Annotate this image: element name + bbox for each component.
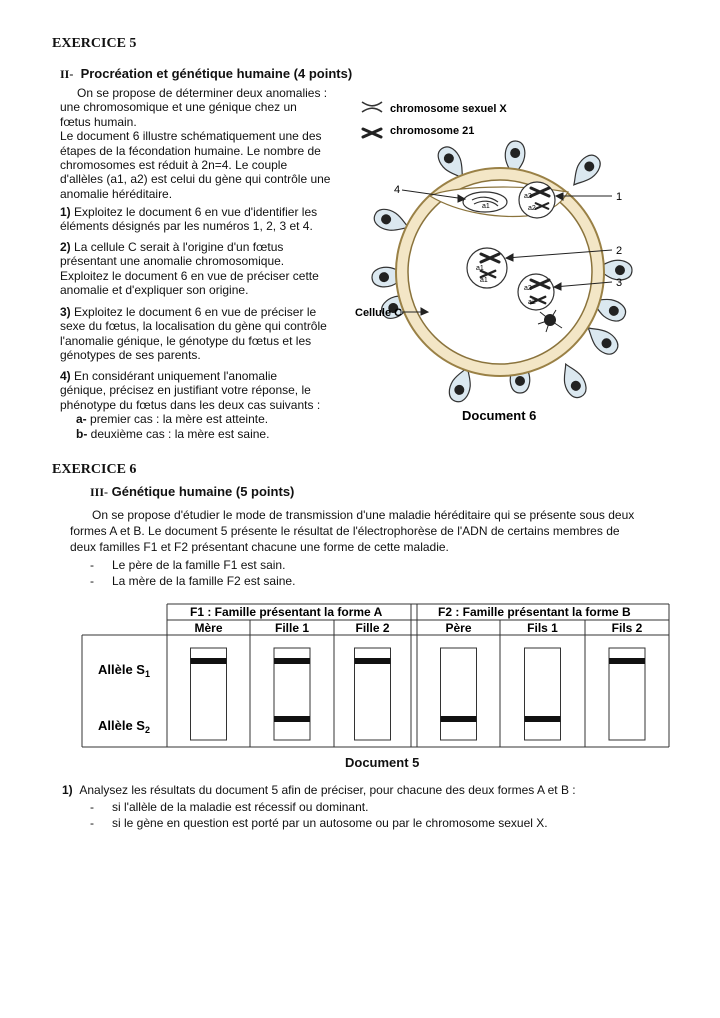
exercise-5-title: EXERCICE 5 [52, 36, 137, 51]
section-number: III- [90, 485, 109, 499]
band-s1 [355, 658, 391, 664]
section-heading: Génétique humaine (5 points) [111, 484, 295, 499]
case-label: a- [76, 412, 87, 427]
legend-x-chromosome [362, 102, 507, 115]
question-number: 2) [60, 240, 71, 254]
band-s2 [274, 716, 310, 722]
bullet-item: - Le père de la famille F1 est sain. [90, 557, 295, 573]
text-line: fœtus humain. [60, 114, 137, 129]
section-number: II- [60, 67, 74, 81]
band-s1 [609, 658, 645, 664]
member-header: Fille 2 [355, 621, 390, 635]
question-number: 1) [62, 783, 73, 797]
label-number-2: 2 [616, 245, 623, 257]
allele-label-a2: a2 [524, 193, 532, 200]
text-line: On se propose d'étudier le mode de transmission d'une maladie héréditaire qui se présente sous deux [92, 508, 635, 522]
text-line: On se propose de déterminer deux anomalies : [77, 86, 328, 100]
bullet-item: - si l'allèle de la maladie est récessif ou dominant. [90, 799, 548, 815]
question-number: 4) [60, 369, 71, 383]
label-number-4: 4 [394, 184, 401, 196]
text-line: En considérant uniquement l'anomalie [74, 369, 278, 383]
ex6-intro [70, 507, 680, 555]
text-line: Exploitez le document 6 en vue d'identifier les [74, 205, 318, 219]
legend-21-label: chromosome 21 [390, 125, 475, 137]
ex6-question-1-bullets [90, 799, 548, 831]
member-header: Fille 1 [274, 621, 310, 635]
bullet-item: - si le gène en question est porté par un autosome ou par le chromosome sexuel X. [90, 815, 548, 831]
text-line: l'anomalie génique, le génotype du fœtus et les [60, 333, 312, 348]
section-2-title [60, 66, 352, 82]
text-line: génotypes de ses parents. [60, 348, 201, 363]
text-line: Le document 6 illustre schématiquement une des [60, 129, 322, 144]
ex6-bullets [90, 557, 295, 589]
text-line: présentant une anomalie chromosomique. [60, 254, 285, 269]
question-number: 1) [60, 205, 71, 219]
legend-x-label: chromosome sexuel X [390, 103, 507, 115]
case-label: b- [76, 426, 88, 441]
gel-lane [441, 648, 477, 740]
sperm-cell [557, 360, 590, 401]
band-s1 [274, 658, 310, 664]
ex5-intro [60, 86, 345, 201]
text-line: formes A et B. Le document 5 présente le résultat de l'électrophorèse de l'ADN de certains membres de [70, 524, 620, 538]
member-header: Fils 2 [611, 621, 643, 635]
text-line: anomalie héréditaire. [60, 186, 173, 201]
legend-21-chromosome [363, 125, 474, 137]
text-line: étapes de la fécondation humaine. Le nombre de [60, 143, 321, 158]
sperm-cell [566, 151, 604, 191]
text-line: premier cas : la mère est atteinte. [90, 412, 269, 427]
allele-label-a2: a2 [528, 205, 536, 212]
cell-c-label: Cellule C [355, 307, 403, 319]
f2-header: F2 : Famille présentant la forme B [438, 605, 631, 619]
document-6-caption: Document 6 [462, 408, 537, 423]
allele-label-a2: a2 [528, 299, 536, 306]
question-number: 3) [60, 305, 71, 319]
text-line: chromosomes est réduit à 2n=4. Le couple [60, 158, 288, 173]
band-s1 [191, 658, 227, 664]
section-heading: Procréation et génétique humaine (4 points) [80, 66, 353, 81]
f1-header: F1 : Famille présentant la forme A [190, 605, 383, 619]
exercise-6-title: EXERCICE 6 [52, 462, 137, 477]
text-line: sexe du fœtus, la localisation du gène qui contrôle [60, 319, 327, 334]
allele-label-a1: a1 [480, 277, 488, 284]
element-4-pronucleus [463, 192, 507, 212]
bullet-item: - La mère de la famille F2 est saine. [90, 573, 295, 589]
text-line: anomalie et d'expliquer son origine. [60, 283, 249, 298]
band-s2 [525, 716, 561, 722]
x-chromosome-icon [362, 102, 382, 112]
text-line: éléments désignés par les numéros 1, 2, 3 et 4. [60, 219, 313, 234]
text-line: Exploitez le document 6 en vue de préciser cette [60, 268, 319, 283]
text-line: Exploitez le document 6 en vue de préciser le [74, 305, 317, 319]
allele-label-a2: a2 [524, 285, 532, 292]
ex5-question-3 [60, 305, 345, 363]
document-6-figure [350, 92, 650, 432]
label-number-1: 1 [616, 191, 623, 203]
text-line: deuxième cas : la mère est saine. [90, 426, 270, 441]
member-header: Mère [194, 621, 223, 635]
text-line: phénotype du fœtus dans les deux cas suivants : [60, 397, 321, 412]
text-line: d'allèles (a1, a2) est celui du gène qui contrôle une [60, 172, 331, 187]
label-number-3: 3 [616, 277, 623, 289]
question-text: Analysez les résultats du document 5 afin de préciser, pour chacune des deux formes A et B : [79, 783, 576, 797]
band-s2 [441, 716, 477, 722]
member-header: Fils 1 [527, 621, 558, 635]
allele-s1-label: Allèle $S_1$ [98, 662, 150, 679]
element-2-nucleus [467, 248, 507, 288]
ex5-question-4 [60, 369, 345, 441]
document-5-table [80, 600, 675, 775]
allele-s2-label: Allèle $S_2$ [98, 718, 150, 735]
text-line: deux familles F1 et F2 présentant chacune une forme de cette maladie. [70, 540, 449, 554]
allele-label-a1: a1 [482, 203, 490, 210]
ex6-question-1 [62, 782, 682, 798]
ex5-question-2 [60, 240, 345, 298]
text-line: une chromosomique et une génique chez un [60, 100, 297, 115]
element-1-nucleus [519, 182, 555, 218]
ex5-question-1 [60, 205, 345, 234]
member-header: Père [445, 621, 472, 635]
document-5-caption: Document 5 [345, 755, 420, 770]
element-3-nucleus [518, 274, 554, 310]
chromosome-21-icon [363, 129, 381, 137]
gel-lane [525, 648, 561, 740]
text-line: La cellule C serait à l'origine d'un fœtus [74, 240, 284, 254]
text-line: génique, précisez en justifiant votre réponse, le [60, 383, 311, 398]
section-3-title [90, 484, 294, 500]
allele-label-a1: a1 [476, 265, 484, 272]
